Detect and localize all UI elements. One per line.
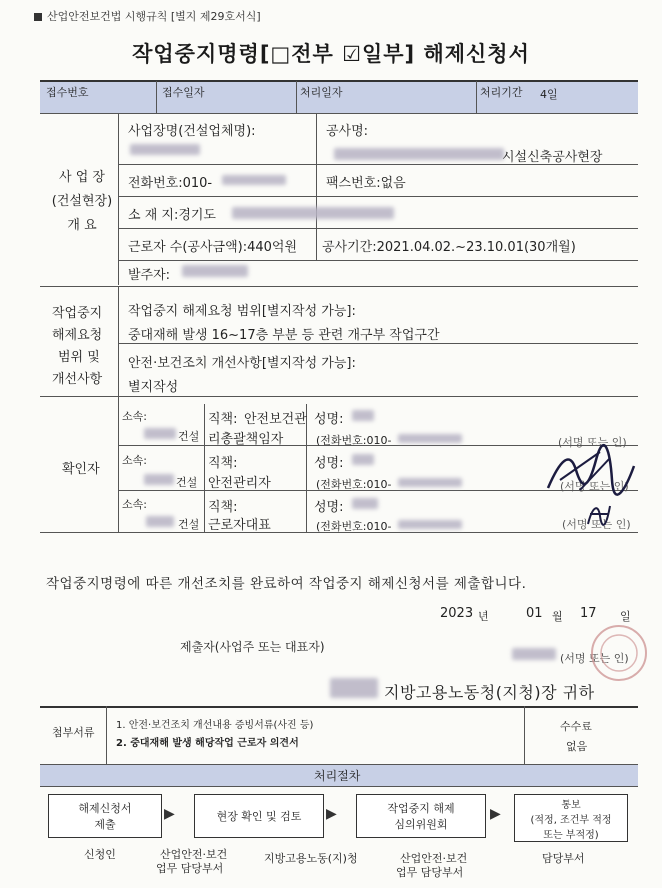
fax-label: 팩스번호:없음 [326,176,406,191]
phone-label: 전화번호:010- [128,176,213,191]
confirm-name-label: 성명: [314,456,344,471]
procedure-actor: 신청인 [84,848,116,861]
square-bullet-icon [34,13,42,21]
official-seal [588,622,650,684]
arrow-right-icon: ▶ [490,806,501,822]
redacted-affil [144,428,176,439]
confirm-name-label: 성명: [314,412,344,427]
confirm-role-value2: 안전관리자 [208,476,271,491]
procedure-actor: 산업안전·보건 [400,852,468,865]
confirm-sign-note: (서명 또는 인) [562,518,631,531]
confirm-affil-label: 소속: [122,498,147,511]
fee-value: 없음 [566,740,588,753]
attachment-item: 1. 안전·보건조치 개선내용 증빙서류(사진 등) [116,720,314,731]
confirm-role-value: 안전보건관 [244,412,307,427]
redacted-name [352,410,374,421]
scope-section-label-3: 범위 및 [58,350,100,365]
confirm-affil-label: 소속: [122,454,147,467]
arrow-right-icon: ▶ [326,806,337,822]
procedure-title: 처리절차 [314,769,361,783]
confirm-affil-value: 건설 [178,430,200,443]
date-year: 2023 [440,606,474,621]
confirm-role-label: 직책: [208,500,238,515]
confirm-role-value2: 리총괄책임자 [208,432,284,447]
confirm-role-label: 직책: [208,412,238,427]
form-note: 산업안전보건법 시행규칙 [별지 제29호서식] [34,8,261,24]
improve-title: 안전·보건조치 개선사항[별지작성 가능]: [128,356,356,371]
process-period-value: 4일 [540,88,558,101]
confirm-name-label: 성명: [314,500,344,515]
procedure-step-review: 현장 확인 및 검토 [194,794,324,838]
procedure-actor: 담당부서 [542,852,585,865]
redacted-phone [398,478,462,487]
redacted-affil [146,516,174,527]
process-period-label: 처리기간 [480,86,523,99]
date-day: 17 [580,606,597,621]
client-label: 발주자: [128,268,171,283]
redacted-name [352,498,378,509]
arrow-right-icon: ▶ [164,806,175,822]
redacted-phone [398,520,462,529]
redacted-workplace [130,144,200,155]
confirm-section-label: 확인자 [62,462,100,477]
page-title: 작업중지명령[□전부 ☑일부] 해제신청서 [132,42,530,66]
confirm-phone-label: (전화번호:010- [316,520,392,533]
redacted-client [182,265,248,277]
confirm-role-label: 직책: [208,456,238,471]
redacted-submitter [512,648,556,660]
procedure-actor: 지방고용노동(지)청 [264,852,358,865]
scope-section-label-1: 작업중지 [52,306,103,321]
scope-title: 작업중지 해제요청 범위[별지작성 가능]: [128,304,356,319]
procedure-step-committee: 작업중지 해제 심의위원회 [356,794,486,838]
project-name-value: 시설신축공사현장 [502,150,603,165]
signature-mark [584,498,614,532]
submitter-sign-note: (서명 또는 인) [560,652,629,665]
redacted-phone [222,175,286,185]
redacted-address [232,207,394,219]
procedure-actor: 업무 담당부서 [156,862,224,875]
procedure-actor: 산업안전·보건 [160,848,228,861]
confirm-sign-note: (서명 또는 인) [560,480,629,493]
date-month-unit: 월 [552,610,563,623]
redacted-name [352,454,374,465]
workplace-name-label: 사업장명(건설업체명): [128,124,256,139]
address-label: 소 재 지:경기도 [128,208,216,223]
scope-value: 중대재해 발생 16~17층 부분 등 관련 개구부 작업구간 [128,328,440,343]
signature-mark [540,440,640,500]
confirm-sign-note: (서명 또는 인) [558,436,627,449]
addressee: 지방고용노동청(지청)장 귀하 [384,683,595,702]
confirm-affil-value: 건설 [178,518,200,531]
procedure-actor: 업무 담당부서 [396,866,464,879]
fee-label: 수수료 [560,720,592,733]
confirm-phone-label: (전화번호:010- [316,478,392,491]
declaration-text: 작업중지명령에 따른 개선조치를 완료하여 작업중지 해제신청서를 제출합니다. [46,576,527,592]
confirm-role-value2: 근로자대표 [208,518,271,533]
construction-period: 공사기간:2021.04.02.~23.10.01(30개월) [322,240,576,255]
date-year-unit: 년 [478,610,489,623]
scope-section-label-4: 개선사항 [52,372,103,387]
scope-section-label-2: 해제요청 [52,328,103,343]
business-section-label-1: 사 업 장 [59,170,105,185]
workers-label: 근로자 수(공사금액):440억원 [128,240,298,255]
date-month: 01 [526,606,543,621]
confirm-affil-label: 소속: [122,410,147,423]
receipt-no-label: 접수번호 [46,86,89,99]
redacted-phone [398,434,462,443]
project-name-label: 공사명: [326,124,369,139]
redacted-project [334,148,504,160]
attachments-label: 첨부서류 [52,726,95,739]
receipt-date-label: 접수일자 [162,86,205,99]
process-date-label: 처리일자 [300,86,343,99]
redacted-affil [144,474,174,485]
business-section-label-3: 개 요 [67,218,97,233]
confirm-phone-label: (전화번호:010- [316,434,392,447]
procedure-step-notify: 통보 (적정, 조건부 적정 또는 부적정) [514,794,628,842]
submitter-label: 제출자(사업주 또는 대표자) [180,640,325,654]
redacted-office [330,678,378,698]
confirm-affil-value: 건설 [176,476,198,489]
business-section-label-2: (건설현장) [51,194,113,209]
procedure-step-submit: 해제신청서 제출 [48,794,162,838]
improve-value: 별지작성 [128,380,179,395]
attachment-item: 2. 중대재해 발생 해당작업 근로자 의견서 [116,738,299,749]
date-day-unit: 일 [620,610,631,623]
